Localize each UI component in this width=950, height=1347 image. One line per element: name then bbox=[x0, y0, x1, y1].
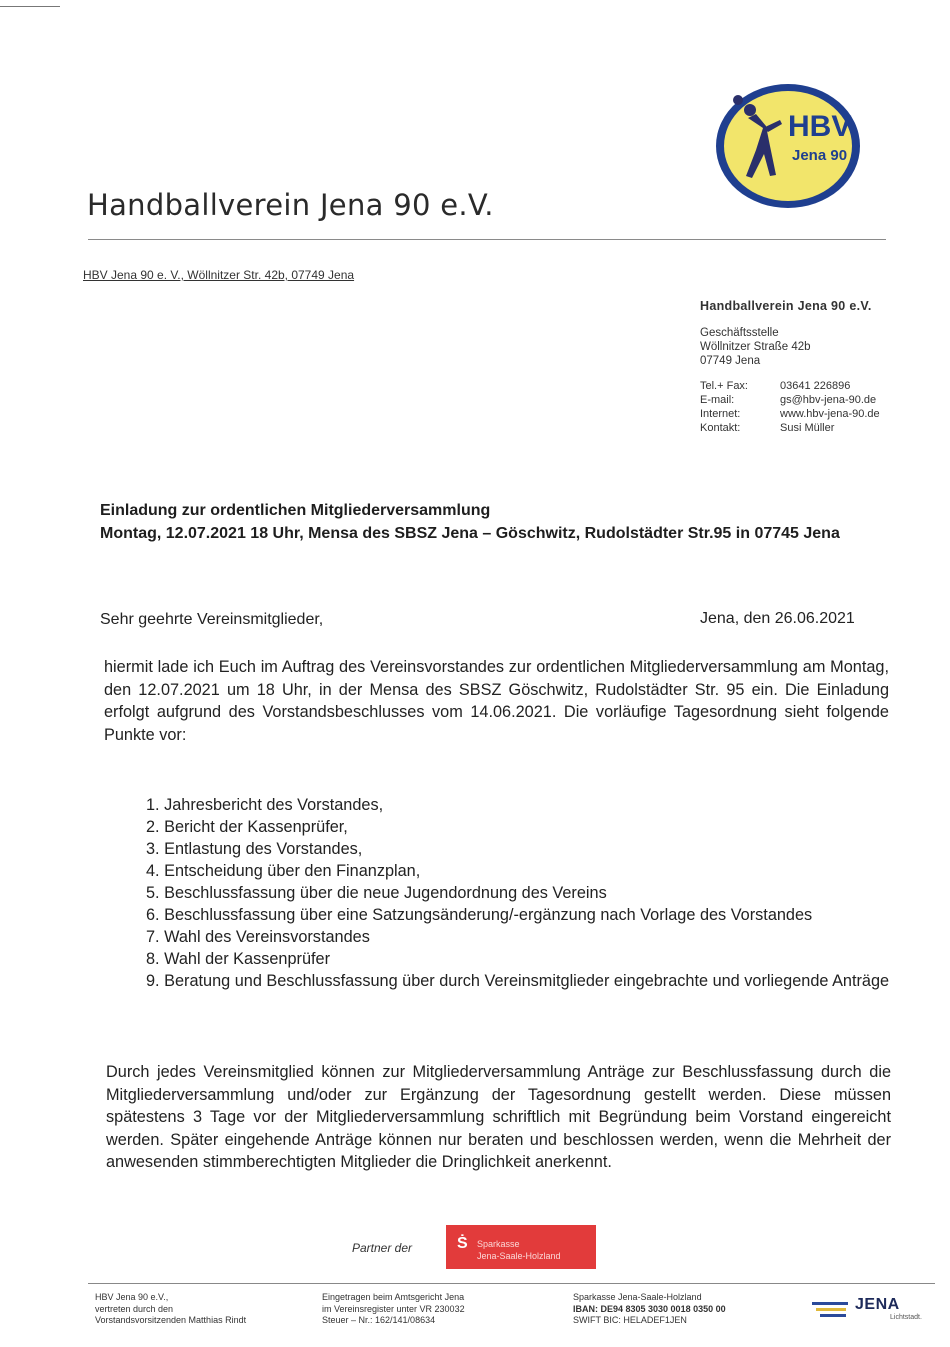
intro-paragraph: hiermit lade ich Euch im Auftrag des Vereinsvorstandes zur ordentlichen Mitgliederversammlung am Montag, den 12.07.2021 um 18 Uhr, in der Mensa des SBSZ Göschwitz, Rudolstädter Str. 95 ein. Die Einladung erfolgt aufgrund des Vorstandsbeschlusses vom 14.06.2021. Die vorläufige Tagesordnung sieht folgende Punkte vor: bbox=[104, 658, 889, 744]
agenda-item: 7. Wahl des Vereinsvorstandes bbox=[146, 928, 370, 946]
footer-divider bbox=[88, 1283, 935, 1284]
salutation: Sehr geehrte Vereinsmitglieder, bbox=[100, 611, 324, 628]
sender-office: Geschäftsstelle bbox=[700, 327, 779, 339]
sparkasse-logo bbox=[446, 1225, 596, 1269]
agenda-list bbox=[146, 794, 891, 992]
agenda-item: 6. Beschlussfassung über eine Satzungsänderung/-ergänzung nach Vorlage des Vorstandes bbox=[146, 906, 813, 924]
contact-value: www.hbv-jena-90.de bbox=[780, 408, 880, 420]
footer-line: Steuer – Nr.: 162/141/08634 bbox=[322, 1315, 436, 1325]
contact-label: E-mail: bbox=[700, 394, 735, 406]
footer-iban: IBAN: DE94 8305 3030 0018 0350 00 bbox=[573, 1303, 726, 1314]
header-divider bbox=[88, 239, 886, 240]
agenda-item: 8. Wahl der Kassenprüfer bbox=[146, 950, 331, 968]
contact-label: Internet: bbox=[700, 408, 741, 420]
subject-line-1: Einladung zur ordentlichen Mitgliederversammlung bbox=[100, 502, 491, 519]
jena-city-logo bbox=[810, 1296, 930, 1326]
footer-line: Vorstandsvorsitzenden Matthias Rindt bbox=[95, 1315, 247, 1325]
organization-title: Handballverein Jena 90 e.V. bbox=[87, 188, 494, 222]
handball-player-logo-icon bbox=[708, 80, 864, 210]
scan-artifact-line bbox=[0, 6, 60, 7]
partner-label: Partner der bbox=[352, 1241, 413, 1255]
hbv-logo bbox=[708, 80, 864, 210]
agenda-item: 3. Entlastung des Vorstandes, bbox=[146, 840, 363, 858]
footer-line: Eingetragen beim Amtsgericht Jena bbox=[322, 1292, 465, 1302]
agenda-item: 9. Beratung und Beschlussfassung über durch Vereinsmitglieder eingebrachte und vorliegende Anträge bbox=[146, 972, 890, 990]
contact-row bbox=[700, 421, 880, 435]
sender-name: Handballverein Jena 90 e.V. bbox=[700, 299, 872, 313]
jena-logo-sub: Lichtstadt. bbox=[890, 1314, 922, 1321]
sparkasse-name: Sparkasse bbox=[477, 1239, 520, 1249]
contact-row bbox=[700, 407, 880, 421]
footer-line: im Vereinsregister unter VR 230032 bbox=[322, 1303, 465, 1314]
footer-register-info bbox=[322, 1292, 465, 1327]
sender-contacts bbox=[700, 379, 880, 435]
jena-logo-text: JENA bbox=[855, 1296, 900, 1313]
contact-row bbox=[700, 379, 880, 393]
footer-line: HBV Jena 90 e.V., bbox=[95, 1292, 169, 1302]
contact-label: Tel.+ Fax: bbox=[700, 380, 748, 392]
contact-row bbox=[700, 393, 880, 407]
letter-date: Jena, den 26.06.2021 bbox=[700, 610, 855, 627]
sender-street: Wöllnitzer Straße 42b bbox=[700, 341, 811, 353]
logo-sub-text: Jena 90 bbox=[792, 147, 848, 164]
footer-line: Sparkasse Jena-Saale-Holzland bbox=[573, 1292, 702, 1302]
letter-subject bbox=[100, 499, 900, 545]
contact-value: 03641 226896 bbox=[780, 380, 851, 392]
sparkasse-icon: Ṡ bbox=[457, 1235, 468, 1252]
footer-bank-info bbox=[573, 1292, 726, 1327]
closing-paragraph: Durch jedes Vereinsmitglied können zur Mitgliederversammlung Anträge zur Beschlussfassung durch die Mitgliederversammlung und/oder zur Ergänzung der Tagesordnung gestellt werden. Diese müssen spätestens 3 Tage vor der Mitgliederversammlung schriftlich mit Begründung beim Vorstand eingereicht werden. Später eingehende Anträge können nur beraten und beschlossen werden, wenn die Mehrheit der anwesenden stimmberechtigten Mitglieder die Dringlichkeit anerkennt. bbox=[106, 1063, 891, 1171]
sender-block bbox=[700, 299, 880, 435]
subject-line-2: Montag, 12.07.2021 18 Uhr, Mensa des SBSZ Jena – Göschwitz, Rudolstädter Str.95 in 07745 Jena bbox=[100, 525, 840, 542]
jena-swoosh-icon bbox=[810, 1298, 854, 1320]
agenda-item: 5. Beschlussfassung über die neue Jugendordnung des Vereins bbox=[146, 884, 607, 902]
sparkasse-text bbox=[477, 1238, 561, 1262]
footer-association-info bbox=[95, 1292, 246, 1327]
return-address: HBV Jena 90 e. V., Wöllnitzer Str. 42b, 07749 Jena bbox=[83, 268, 355, 282]
sparkasse-region: Jena-Saale-Holzland bbox=[477, 1251, 561, 1261]
footer-line: vertreten durch den bbox=[95, 1303, 174, 1314]
logo-main-text: HBV bbox=[788, 110, 852, 143]
footer-swift: SWIFT BIC: HELADEF1JEN bbox=[573, 1315, 687, 1325]
agenda-item: 2. Bericht der Kassenprüfer, bbox=[146, 818, 348, 836]
agenda-item: 1. Jahresbericht des Vorstandes, bbox=[146, 796, 384, 814]
sender-city: 07749 Jena bbox=[700, 355, 761, 367]
contact-value: Susi Müller bbox=[780, 422, 835, 434]
contact-label: Kontakt: bbox=[700, 422, 741, 434]
agenda-item: 4. Entscheidung über den Finanzplan, bbox=[146, 862, 421, 880]
contact-value: gs@hbv-jena-90.de bbox=[780, 394, 877, 406]
